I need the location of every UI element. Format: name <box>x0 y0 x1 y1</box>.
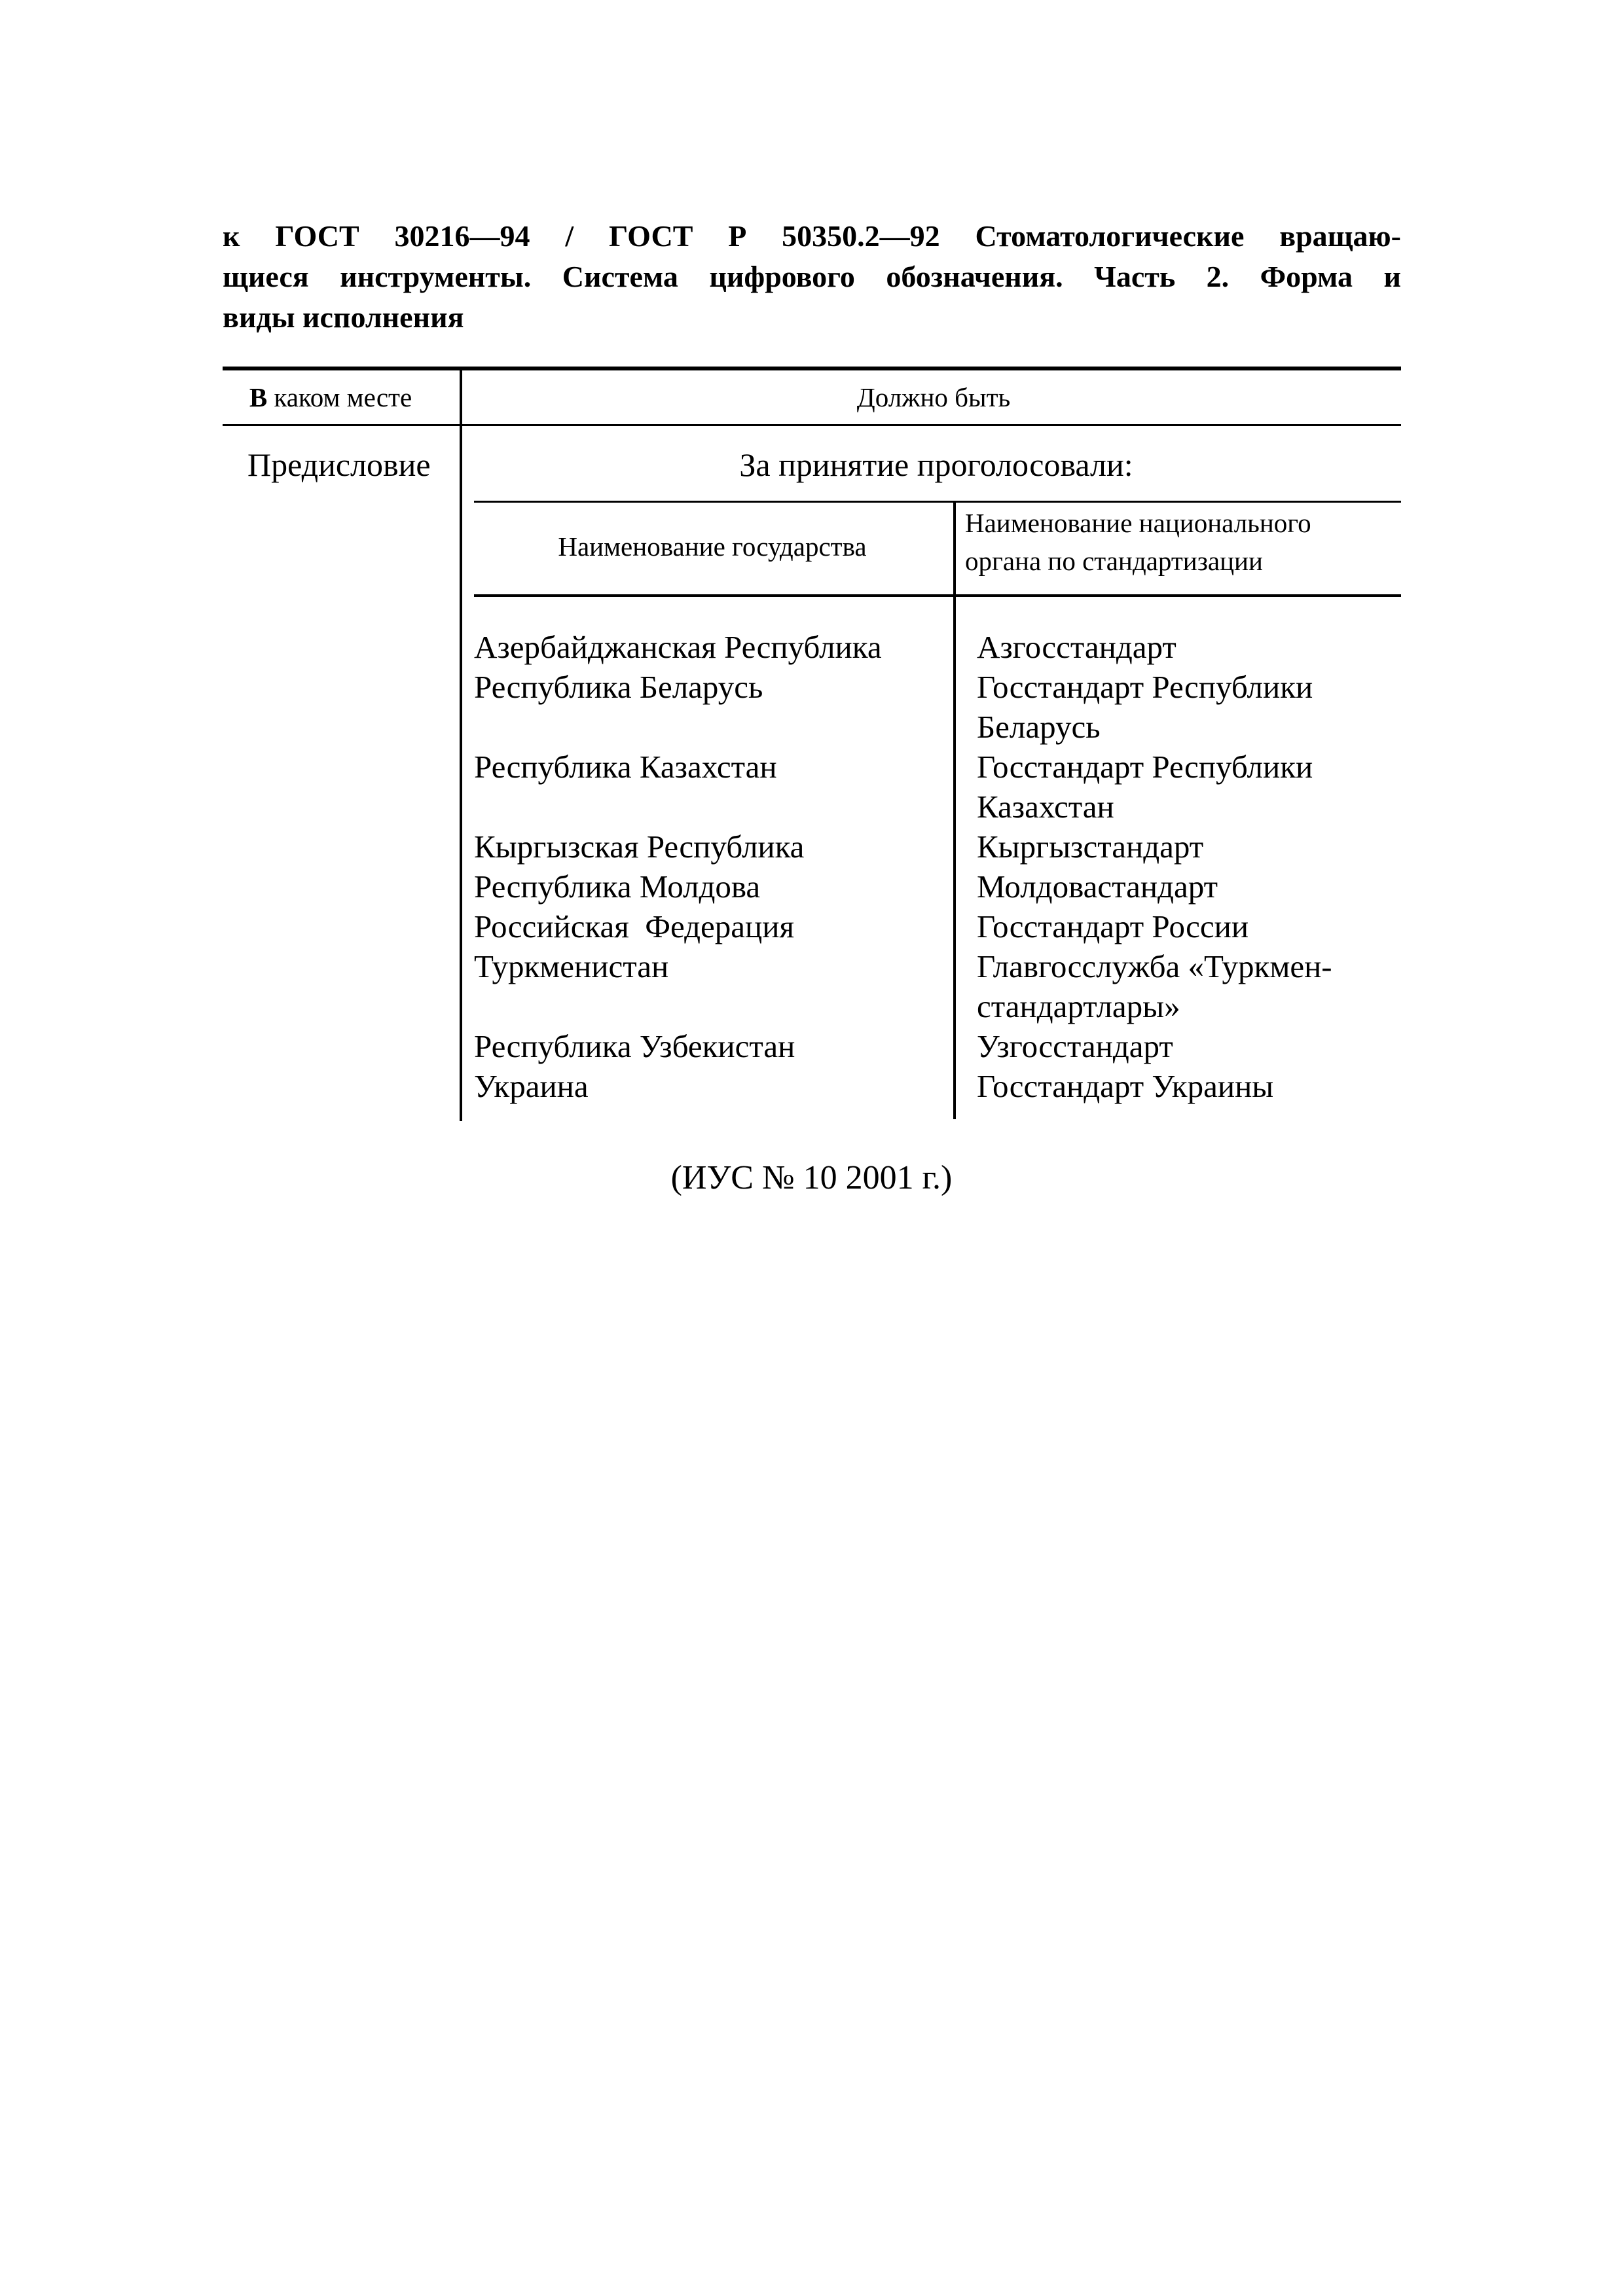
standards-body-line: Главгосслужба «Туркмен- <box>977 948 1332 984</box>
standards-body <box>977 906 1396 946</box>
standards-body <box>977 1026 1396 1066</box>
voted-title: За принятие проголосовали: <box>739 446 1133 483</box>
table-row <box>474 906 1417 946</box>
title-line-1: к ГОСТ 30216—94 / ГОСТ Р 50350.2—92 Стоматологические вращаю- <box>223 219 1401 253</box>
standards-body <box>977 627 1396 667</box>
standards-body-line: Госстандарт Республики <box>977 669 1313 705</box>
table-row <box>474 827 1417 867</box>
header-should-be: Должно быть <box>856 382 1011 412</box>
standards-body <box>977 747 1396 827</box>
standards-body-line: Госстандарт Республики <box>977 749 1313 785</box>
source-reference: (ИУС № 10 2001 г.) <box>670 1159 953 1196</box>
standards-body-line: Госстандарт России <box>977 908 1249 944</box>
standards-body <box>977 946 1396 1026</box>
amendment-title <box>223 216 1401 338</box>
col-header-body-line-2: органа по стандартизации <box>965 546 1263 576</box>
header-where-rest: каком месте <box>267 382 412 412</box>
standards-body <box>977 827 1396 867</box>
state-name: Туркменистан <box>474 948 669 984</box>
standards-body-line: Госстандарт Украины <box>977 1068 1274 1104</box>
table-row <box>474 667 1417 747</box>
table-row <box>474 946 1417 1026</box>
standards-body-line: Казахстан <box>977 789 1114 825</box>
header-bottom-rule <box>223 424 1401 426</box>
subtable-top-rule <box>474 501 1401 503</box>
state-name: Республика Молдова <box>474 869 761 905</box>
table-row <box>474 867 1417 906</box>
table-row <box>474 627 1417 667</box>
col-header-state: Наименование государства <box>558 531 867 562</box>
standards-body-line: Молдовастандарт <box>977 869 1218 905</box>
standards-body <box>977 867 1396 906</box>
table-row <box>474 1066 1417 1106</box>
section-label: Предисловие <box>247 446 431 483</box>
standards-body <box>977 1066 1396 1106</box>
subtable-header-rule <box>474 594 1401 597</box>
header-where <box>223 381 439 414</box>
title-line-2: щиеся инструменты. Система цифрового обозначения. Часть 2. Форма и <box>223 260 1401 293</box>
header-where-bold: В <box>249 382 268 412</box>
standards-body-line: Азгосстандарт <box>977 629 1176 665</box>
table-top-rule <box>223 367 1401 370</box>
state-name: Украина <box>474 1068 589 1104</box>
title-line-3: виды исполнения <box>223 300 464 334</box>
state-name: Кыргызская Республика <box>474 829 805 865</box>
standards-body-line: Узгосстандарт <box>977 1028 1173 1064</box>
standards-body-line: стандартлары» <box>977 988 1180 1024</box>
state-name: Российская Федерация <box>474 908 795 944</box>
standards-body-line: Беларусь <box>977 709 1101 745</box>
state-name: Азербайджанская Республика <box>474 629 882 665</box>
state-name: Республика Беларусь <box>474 669 763 705</box>
standards-body-line: Кыргызстандарт <box>977 829 1204 865</box>
standards-body <box>977 667 1396 747</box>
state-name: Республика Казахстан <box>474 749 777 785</box>
table-row <box>474 1026 1417 1066</box>
state-name: Республика Узбекистан <box>474 1028 795 1064</box>
voting-table <box>474 627 1417 1106</box>
table-row <box>474 747 1417 827</box>
col-header-body <box>965 504 1410 580</box>
col-header-body-line-1: Наименование национального <box>965 508 1311 538</box>
column-divider <box>460 368 462 1121</box>
